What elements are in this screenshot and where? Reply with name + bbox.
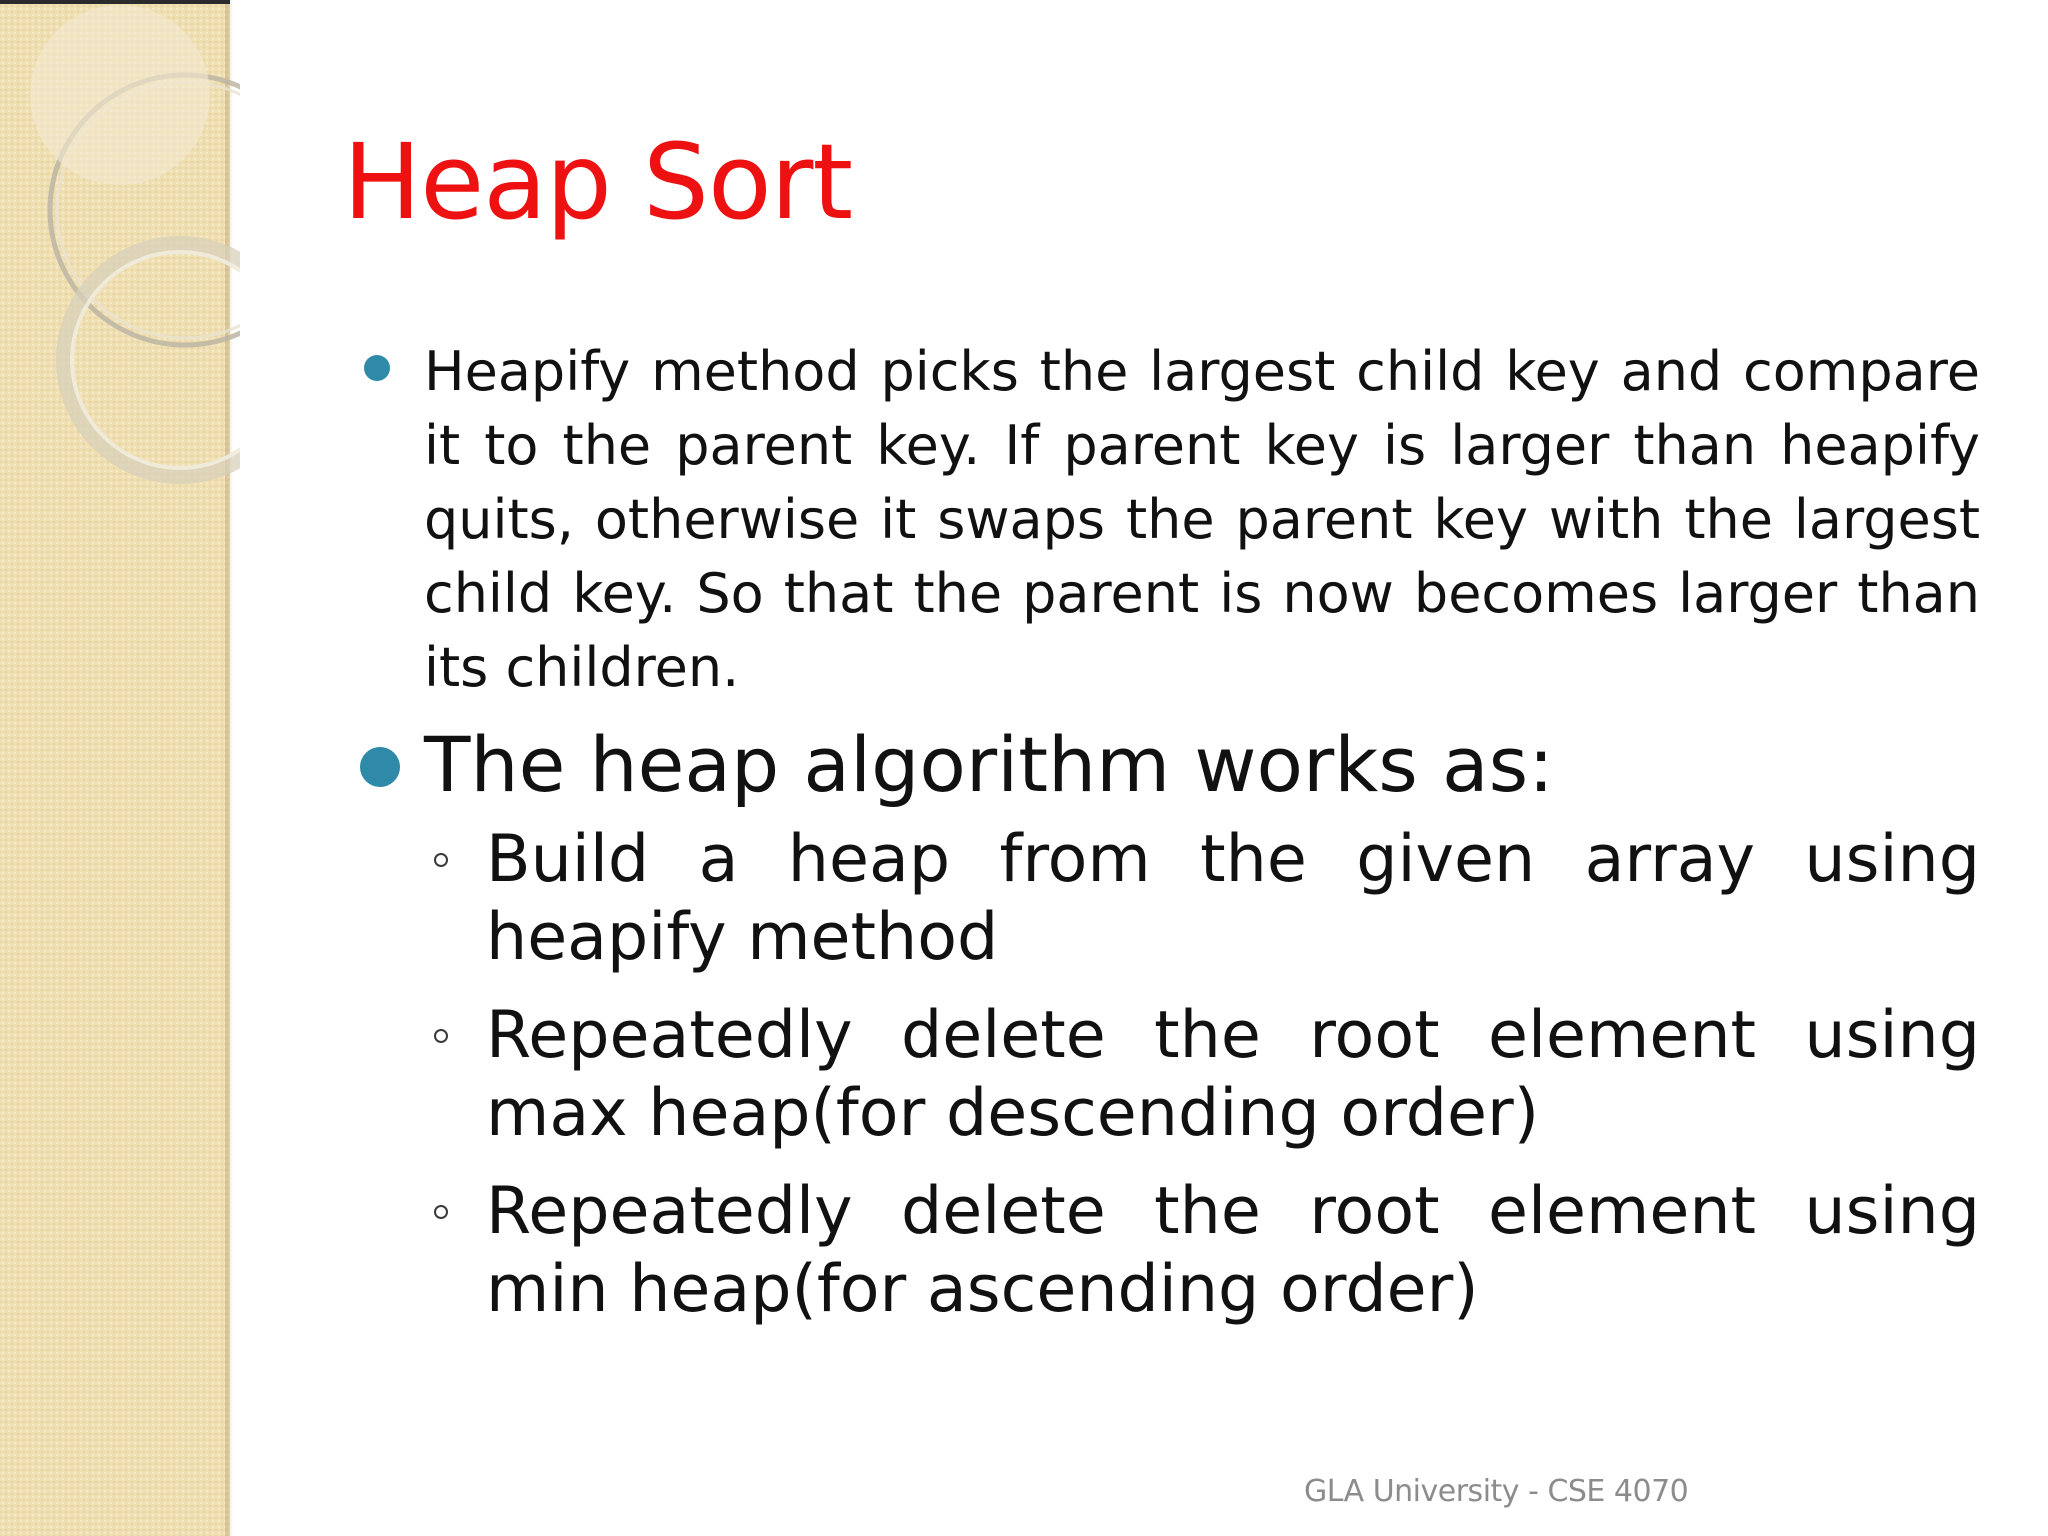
hollow-circle-bullet-icon	[434, 853, 448, 867]
sub-bullet-text: Repeatedly delete the root element using max heap(for descending order)	[486, 998, 1980, 1151]
filled-circle-bullet-icon	[364, 355, 390, 381]
slide-footer: GLA University - CSE 4070	[1304, 1474, 1689, 1509]
bullet-text: The heap algorithm works as:	[424, 720, 1554, 809]
hollow-circle-bullet-icon	[434, 1029, 448, 1043]
decorative-rings-icon	[0, 0, 240, 520]
slide-body	[360, 335, 1980, 1329]
hollow-circle-bullet-icon	[434, 1205, 448, 1219]
bullet-text: Heapify method picks the largest child key and compare it to the parent key. If parent key is larger than heapify quits, otherwise it swaps the parent key with the largest child key. So that the parent is now becomes larger than its children.	[424, 340, 1980, 699]
sub-bullet-item	[486, 821, 1980, 977]
bullet-item	[360, 719, 1980, 811]
sub-bullet-text: Build a heap from the given array using heapify method	[486, 822, 1980, 975]
sub-bullet-text: Repeatedly delete the root element using min heap(for ascending order)	[486, 1174, 1980, 1327]
slide-title: Heap Sort	[343, 121, 853, 243]
sub-bullet-item	[486, 1173, 1980, 1329]
filled-circle-bullet-icon	[360, 747, 400, 787]
bullet-item	[360, 335, 1980, 705]
sub-bullet-item	[486, 997, 1980, 1153]
